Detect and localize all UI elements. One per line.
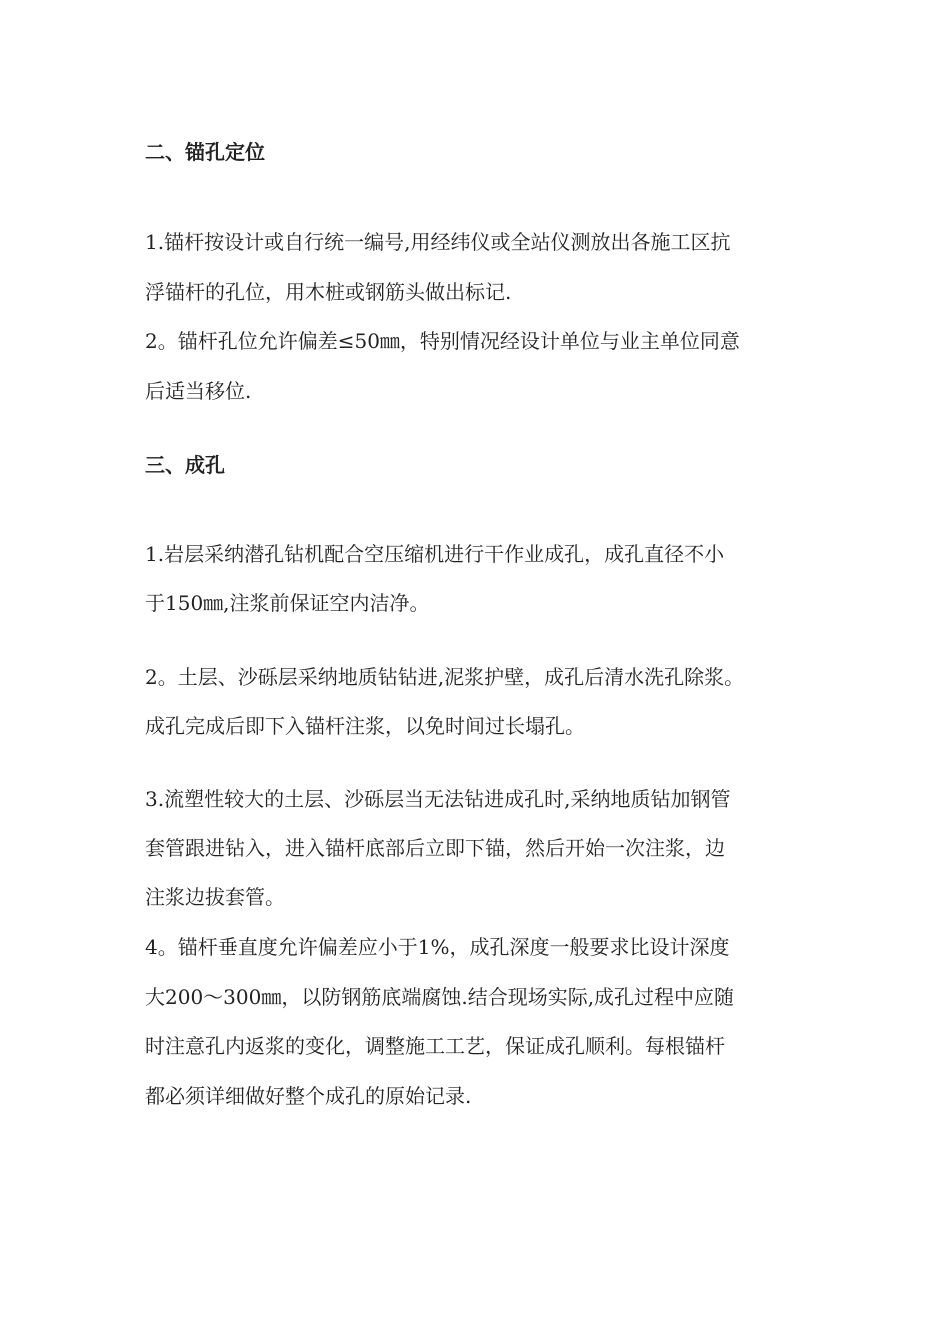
paragraph-line: 注浆边拔套管。 — [145, 885, 285, 909]
paragraph-line: 成孔完成后即下入锚杆注浆，以免时间过长塌孔。 — [145, 714, 585, 738]
section-heading-hole-forming: 三、成孔 — [145, 453, 225, 477]
paragraph-line: 于150㎜,注浆前保证空内洁净。 — [145, 591, 430, 615]
paragraph-line: 1.岩层采纳潜孔钻机配合空压缩机进行干作业成孔，成孔直径不小 — [145, 542, 725, 566]
paragraph-line: 4。锚杆垂直度允许偏差应小于1%，成孔深度一般要求比设计深度 — [145, 935, 730, 959]
paragraph-line: 套管跟进钻入，进入锚杆底部后立即下锚，然后开始一次注浆，边 — [145, 836, 725, 860]
paragraph-line: 时注意孔内返浆的变化，调整施工工艺，保证成孔顺利。每根锚杆 — [145, 1034, 725, 1058]
paragraph-line: 1.锚杆按设计或自行统一编号,用经纬仪或全站仪测放出各施工区抗 — [145, 230, 731, 254]
paragraph-line: 都必须详细做好整个成孔的原始记录. — [145, 1084, 472, 1108]
paragraph-line: 3.流塑性较大的土层、沙砾层当无法钻进成孔时,采纳地质钻加钢管 — [145, 787, 731, 811]
paragraph-line: 大200～300㎜，以防钢筋底端腐蚀.结合现场实际,成孔过程中应随 — [145, 985, 735, 1009]
paragraph-line: 浮锚杆的孔位，用木桩或钢筋头做出标记. — [145, 280, 512, 304]
paragraph-line: 后适当移位. — [145, 379, 252, 403]
paragraph-line: 2。土层、沙砾层采纳地质钻钻进,泥浆护壁，成孔后清水洗孔除浆。 — [145, 665, 745, 689]
paragraph-line: 2。锚杆孔位允许偏差≤50㎜，特别情况经设计单位与业主单位同意 — [145, 329, 740, 353]
section-heading-anchor-hole-positioning: 二、锚孔定位 — [145, 140, 265, 164]
